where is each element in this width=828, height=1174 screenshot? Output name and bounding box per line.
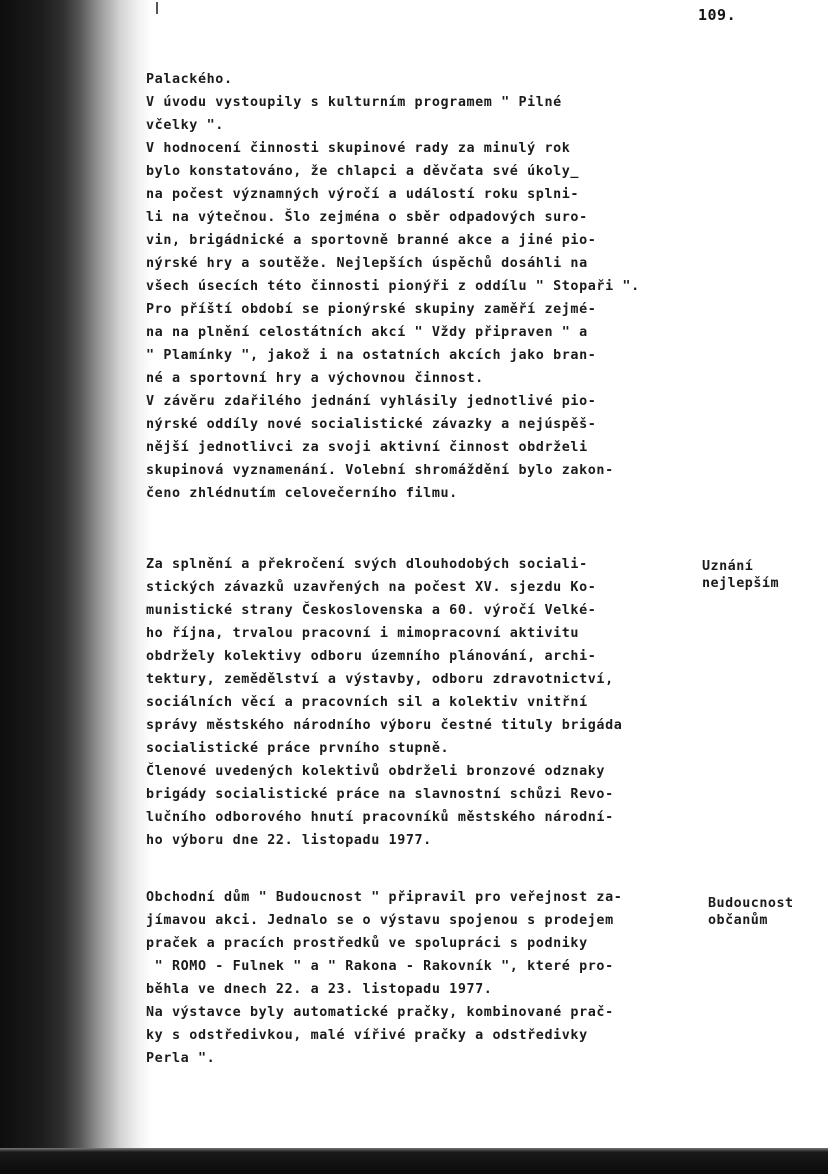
paragraph-block-1 [146, 68, 702, 505]
text-line: munistické strany Československa a 60. výročí Velké- [146, 603, 597, 618]
text-line: správy městského národního výboru čestné tituly brigáda [146, 718, 623, 733]
text-line: jímavou akci. Jednalo se o výstavu spojenou s prodejem [146, 913, 614, 928]
text-line: skupinová vyznamenání. Volební shromáždění bylo zakon- [146, 463, 614, 478]
text-line: nýrské hry a soutěže. Nejlepších úspěchů dosáhli na [146, 256, 588, 271]
page-number: 109. [698, 6, 737, 24]
text-line: Palackého. [146, 72, 233, 87]
text-line: všech úsecích této činnosti pionýři z oddílu " Stopaři ". [146, 279, 640, 294]
text-line: brigády socialistické práce na slavnostní schůzi Revo- [146, 787, 614, 802]
text-line: lučního odborového hnutí pracovníků městského národní- [146, 810, 614, 825]
paragraph-block-3 [146, 886, 702, 1070]
text-line: včelky ". [146, 118, 224, 133]
top-edge-mark [156, 2, 158, 14]
text-line: Na výstavce byly automatické pračky, kombinované prač- [146, 1005, 614, 1020]
text-line: li na výtečnou. Šlo zejména o sběr odpadových suro- [146, 210, 588, 225]
text-line: Členové uvedených kolektivů obdrželi bronzové odznaky [146, 764, 606, 779]
text-line: bylo konstatováno, že chlapci a děvčata své úkoly_ [146, 164, 580, 179]
text-line: čeno zhlédnutím celovečerního filmu. [146, 486, 458, 501]
scan-bottom-edge [0, 1148, 828, 1174]
margin-note-budoucnost [708, 895, 794, 929]
text-line: Obchodní dům " Budoucnost " připravil pro veřejnost za- [146, 890, 623, 905]
text-line: V závěru zdařilého jednání vyhlásily jednotlivé pio- [146, 394, 597, 409]
margin-note-line: Budoucnost [708, 896, 794, 911]
text-line: stických závazků uzavřených na počest XV. sjezdu Ko- [146, 580, 597, 595]
text-line: sociálních věcí a pracovních sil a kolektiv vnitřní [146, 695, 588, 710]
text-line: běhla ve dnech 22. a 23. listopadu 1977. [146, 982, 493, 997]
text-line: vin, brigádnické a sportovně branné akce a jiné pio- [146, 233, 597, 248]
text-line: nější jednotlivci za svoji aktivní činnost obdrželi [146, 440, 588, 455]
margin-note-line: Uznání [702, 559, 754, 574]
text-line: tektury, zemědělství a výstavby, odboru zdravotnictví, [146, 672, 614, 687]
text-line: né a sportovní hry a výchovnou činnost. [146, 371, 484, 386]
text-line: na počest významných výročí a událostí roku splni- [146, 187, 580, 202]
margin-note-line: nejlepším [702, 576, 780, 591]
text-line: ky s odstředivkou, malé vířivé pračky a odstředivky [146, 1028, 588, 1043]
margin-note-line: občanům [708, 913, 768, 928]
text-line: na na plnění celostátních akcí " Vždy připraven " a [146, 325, 588, 340]
text-line: Perla ". [146, 1051, 216, 1066]
text-line: " ROMO - Fulnek " a " Rakona - Rakovník ", které pro- [146, 959, 614, 974]
text-line: socialistické práce prvního stupně. [146, 741, 450, 756]
text-line: Pro příští období se pionýrské skupiny zaměří zejmé- [146, 302, 597, 317]
text-line: ho výboru dne 22. listopadu 1977. [146, 833, 432, 848]
text-line: " Plamínky ", jakož i na ostatních akcích jako bran- [146, 348, 597, 363]
text-line: praček a pracích prostředků ve spolupráci s podniky [146, 936, 588, 951]
text-line: obdržely kolektivy odboru územního plánování, archi- [146, 649, 597, 664]
margin-note-recognition [702, 558, 779, 592]
text-line: V úvodu vystoupily s kulturním programem " Pilné [146, 95, 562, 110]
text-line: nýrské oddíly nové socialistické závazky a nejúspěš- [146, 417, 597, 432]
paragraph-block-2 [146, 553, 702, 852]
text-line: Za splnění a překročení svých dlouhodobých sociali- [146, 557, 588, 572]
text-line: V hodnocení činnosti skupinové rady za minulý rok [146, 141, 571, 156]
text-line: ho října, trvalou pracovní i mimopracovní aktivitu [146, 626, 580, 641]
